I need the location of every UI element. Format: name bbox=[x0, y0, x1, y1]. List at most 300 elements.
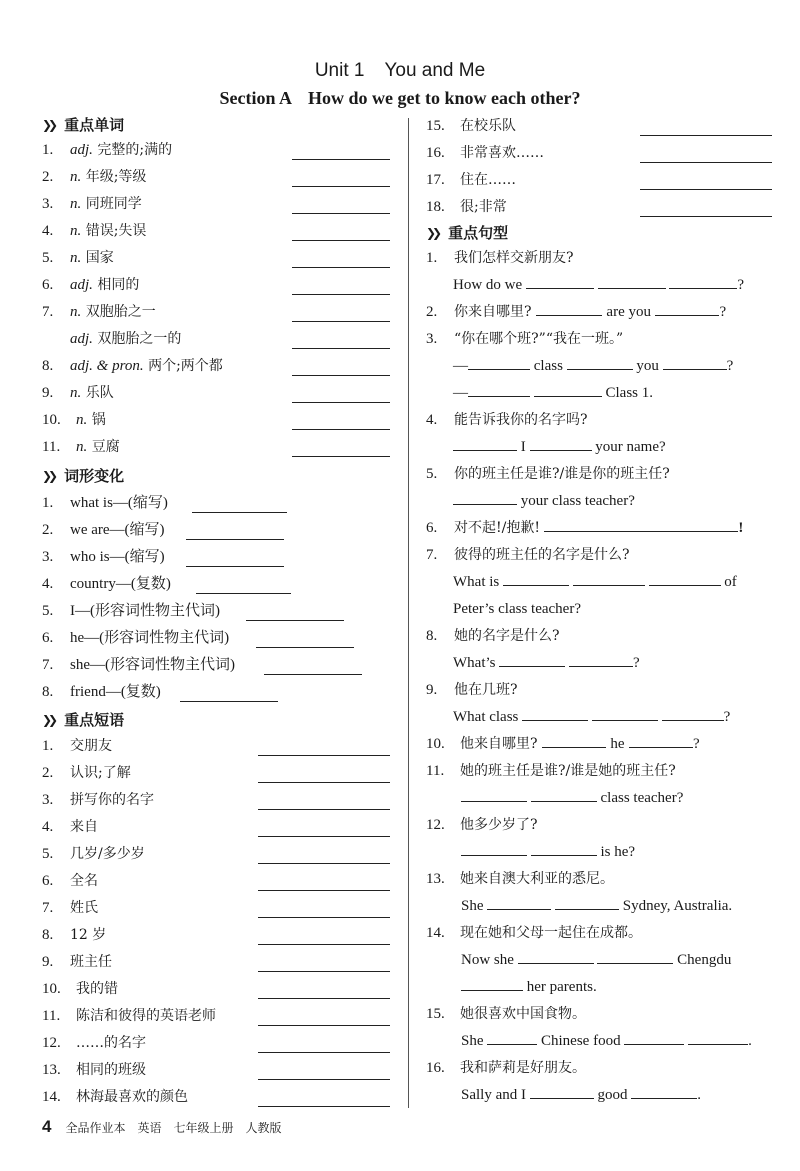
item-number: 1. bbox=[426, 250, 438, 266]
sentence-prompt: “你在哪个班?”“我在一班。” bbox=[454, 331, 624, 347]
answer-blank[interactable] bbox=[688, 1030, 748, 1045]
item-number: 3. bbox=[42, 792, 54, 808]
vocab-item bbox=[70, 328, 181, 350]
answer-blank[interactable] bbox=[592, 706, 658, 721]
sentence-answer-line: — class you ? bbox=[453, 355, 733, 377]
answer-blank[interactable] bbox=[192, 496, 287, 513]
answer-blank[interactable] bbox=[461, 976, 523, 991]
item-text: friend—(复数) bbox=[70, 684, 161, 700]
sentence-prompt: 她的班主任是谁?/谁是她的班主任? bbox=[460, 763, 676, 779]
item-number: 11. bbox=[42, 439, 61, 455]
sentence-text: Peter’s class teacher? bbox=[453, 601, 581, 617]
sentence-text: . bbox=[748, 1033, 752, 1049]
page-footer bbox=[42, 1116, 294, 1138]
answer-blank[interactable] bbox=[180, 685, 278, 702]
vocab-header bbox=[42, 114, 124, 136]
item-number: 4. bbox=[42, 576, 54, 592]
answer-blank[interactable] bbox=[468, 355, 530, 370]
answer-blank[interactable] bbox=[640, 173, 772, 190]
phrase-item bbox=[42, 789, 154, 811]
sentence-text: What’s bbox=[453, 655, 496, 671]
answer-blank[interactable] bbox=[186, 523, 284, 540]
part-of-speech: n. bbox=[70, 385, 82, 401]
sentence-answer-line bbox=[453, 274, 744, 296]
sentence-answer-line bbox=[453, 598, 581, 620]
sentence-answer-line bbox=[461, 949, 731, 971]
sentence-answer-line bbox=[453, 490, 635, 512]
form-item bbox=[42, 492, 168, 514]
item-text: 很;非常 bbox=[460, 199, 507, 215]
answer-blank[interactable] bbox=[542, 733, 606, 748]
sentence-answer-line bbox=[461, 1084, 701, 1106]
section-question: How do we get to know each other? bbox=[308, 88, 581, 108]
sentence-text: How do we bbox=[453, 277, 523, 293]
answer-blank[interactable] bbox=[292, 386, 390, 403]
sentence-answer-line bbox=[461, 976, 597, 998]
item-text: 双胞胎之一 bbox=[85, 304, 156, 320]
sentence-answer-line bbox=[461, 895, 732, 917]
answer-blank[interactable] bbox=[246, 604, 344, 621]
sentence-item bbox=[426, 517, 743, 539]
item-number: 16. bbox=[426, 145, 445, 161]
forms-header-label: 词形变化 bbox=[64, 467, 125, 485]
item-text: ……的名字 bbox=[76, 1035, 146, 1051]
part-of-speech: adj. bbox=[70, 142, 93, 158]
sentence-answer-line bbox=[453, 436, 666, 458]
sentence-prompt: 他多少岁了? bbox=[460, 817, 538, 833]
sentence-item bbox=[426, 868, 614, 890]
sentence-answer-line: — Class 1. bbox=[453, 382, 653, 404]
vocab-item bbox=[42, 220, 146, 242]
answer-blank[interactable] bbox=[629, 733, 693, 748]
sentence-text: he bbox=[610, 736, 625, 752]
phrases-header bbox=[42, 709, 124, 731]
sentence-item bbox=[426, 544, 630, 566]
item-number: 4. bbox=[426, 412, 438, 428]
item-text: 双胞胎之一的 bbox=[97, 331, 182, 347]
item-text: 错误;失误 bbox=[85, 223, 147, 239]
sentence-prompt: 她很喜欢中国食物。 bbox=[460, 1006, 586, 1022]
answer-blank[interactable] bbox=[256, 631, 354, 648]
sentence-text: She bbox=[461, 898, 484, 914]
item-number: 3. bbox=[42, 549, 54, 565]
column-divider bbox=[408, 118, 409, 1108]
sentence-prompt: 你的班主任是谁?/谁是你的班主任? bbox=[454, 466, 670, 482]
item-number: 2. bbox=[426, 304, 438, 320]
answer-blank[interactable] bbox=[186, 550, 284, 567]
phrase-item bbox=[426, 142, 544, 164]
sentence-text: are you bbox=[606, 304, 651, 320]
answer-blank[interactable] bbox=[468, 382, 530, 397]
sentence-text: you bbox=[636, 358, 659, 374]
item-number: 9. bbox=[42, 954, 54, 970]
item-number: 13. bbox=[426, 871, 445, 887]
sentence-text: ? bbox=[693, 736, 700, 752]
item-text: 在校乐队 bbox=[460, 118, 516, 134]
sentence-answer-line bbox=[453, 571, 737, 593]
sentence-item bbox=[426, 733, 700, 755]
item-number: 11. bbox=[42, 1008, 61, 1024]
answer-blank[interactable] bbox=[453, 490, 517, 505]
sentence-item bbox=[426, 301, 726, 323]
sentence-text: Chengdu bbox=[677, 952, 732, 968]
answer-blank[interactable] bbox=[518, 949, 594, 964]
answer-blank[interactable] bbox=[526, 274, 594, 289]
sentence-prompt: 我们怎样交新朋友? bbox=[454, 250, 574, 266]
answer-blank[interactable] bbox=[487, 895, 551, 910]
part-of-speech: n. bbox=[70, 250, 82, 266]
phrase-item bbox=[42, 1032, 146, 1054]
answer-blank[interactable] bbox=[258, 901, 390, 918]
unit-topic: You and Me bbox=[384, 60, 486, 81]
part-of-speech: adj. bbox=[70, 277, 93, 293]
sentence-prompt: 他来自哪里? bbox=[460, 736, 538, 752]
answer-blank[interactable] bbox=[536, 301, 602, 316]
item-number: 11. bbox=[426, 763, 445, 779]
item-number: 2. bbox=[42, 169, 54, 185]
item-number: 12. bbox=[42, 1035, 61, 1051]
part-of-speech: n. bbox=[70, 223, 82, 239]
answer-blank[interactable] bbox=[598, 274, 666, 289]
section-label: Section A bbox=[219, 88, 293, 108]
item-number: 16. bbox=[426, 1060, 445, 1076]
answer-blank[interactable] bbox=[258, 928, 390, 945]
item-number: 3. bbox=[42, 196, 54, 212]
answer-blank[interactable] bbox=[453, 436, 517, 451]
answer-blank[interactable] bbox=[461, 787, 527, 802]
item-number: 10. bbox=[42, 412, 61, 428]
form-item bbox=[42, 654, 235, 676]
answer-blank[interactable] bbox=[461, 841, 527, 856]
vocab-item bbox=[42, 436, 120, 458]
vocab-item bbox=[42, 409, 106, 431]
answer-blank[interactable] bbox=[292, 305, 390, 322]
sentence-prompt: 对不起!/抱歉! bbox=[454, 520, 540, 536]
item-number: 18. bbox=[426, 199, 445, 215]
phrase-item bbox=[426, 115, 516, 137]
answer-blank[interactable] bbox=[258, 1009, 390, 1026]
item-text: 相同的 bbox=[97, 277, 140, 293]
answer-blank[interactable] bbox=[544, 517, 738, 532]
subject-label: 英语 bbox=[137, 1121, 162, 1135]
item-text: 年级;等级 bbox=[85, 169, 147, 185]
item-text: 我的错 bbox=[76, 981, 118, 997]
item-number: 14. bbox=[426, 925, 445, 941]
answer-blank[interactable] bbox=[530, 436, 592, 451]
sentence-text: of bbox=[724, 574, 737, 590]
sentence-prompt: 能告诉我你的名字吗? bbox=[454, 412, 588, 428]
grade-label: 七年级上册 bbox=[173, 1121, 234, 1135]
item-text: 国家 bbox=[85, 250, 114, 266]
answer-blank[interactable] bbox=[292, 359, 390, 376]
phrase-item bbox=[426, 169, 516, 191]
item-number: 17. bbox=[426, 172, 445, 188]
double-chevron-icon: ❯❯ bbox=[42, 118, 55, 132]
item-text: 拼写你的名字 bbox=[70, 792, 154, 808]
item-number: 8. bbox=[42, 684, 54, 700]
form-item bbox=[42, 573, 171, 595]
sentence-text: ! bbox=[738, 520, 744, 536]
item-number: 1. bbox=[42, 142, 54, 158]
item-number: 13. bbox=[42, 1062, 61, 1078]
item-text: 同班同学 bbox=[85, 196, 142, 212]
phrase-item bbox=[42, 816, 98, 838]
phrase-item bbox=[42, 735, 112, 757]
item-text: 来自 bbox=[70, 819, 98, 835]
sentence-item bbox=[426, 760, 676, 782]
sentence-text: your name? bbox=[595, 439, 666, 455]
answer-blank[interactable] bbox=[292, 413, 390, 430]
item-text: he—(形容词性物主代词) bbox=[70, 630, 230, 646]
part-of-speech: adj. bbox=[70, 331, 93, 347]
answer-blank[interactable] bbox=[292, 197, 390, 214]
vocab-item bbox=[42, 355, 223, 377]
item-text: what is—(缩写) bbox=[70, 495, 168, 511]
part-of-speech: n. bbox=[76, 439, 88, 455]
answer-blank[interactable] bbox=[522, 706, 588, 721]
edition-label: 人教版 bbox=[245, 1121, 282, 1135]
answer-blank[interactable] bbox=[487, 1030, 537, 1045]
answer-blank[interactable] bbox=[292, 170, 390, 187]
sentence-text: What is bbox=[453, 574, 500, 590]
answer-blank[interactable] bbox=[649, 571, 721, 586]
item-number: 2. bbox=[42, 765, 54, 781]
item-number: 6. bbox=[42, 873, 54, 889]
sentence-text: . bbox=[697, 1087, 701, 1103]
part-of-speech: n. bbox=[70, 196, 82, 212]
sentence-answer-line bbox=[461, 1030, 752, 1052]
item-number: 1. bbox=[42, 495, 54, 511]
item-number: 7. bbox=[42, 900, 54, 916]
item-number: 6. bbox=[42, 630, 54, 646]
answer-blank[interactable] bbox=[258, 793, 390, 810]
sentence-text: ? bbox=[737, 277, 745, 293]
sentence-item bbox=[426, 463, 670, 485]
form-item bbox=[42, 627, 229, 649]
answer-blank[interactable] bbox=[640, 146, 772, 163]
sentence-item bbox=[426, 409, 588, 431]
sentence-item bbox=[426, 679, 518, 701]
sentence-prompt: 彼得的班主任的名字是什么? bbox=[454, 547, 630, 563]
answer-blank[interactable] bbox=[258, 982, 390, 999]
sentence-text: ? bbox=[723, 709, 731, 725]
answer-blank[interactable] bbox=[499, 652, 565, 667]
answer-blank[interactable] bbox=[292, 332, 390, 349]
answer-blank[interactable] bbox=[573, 571, 645, 586]
item-number: 6. bbox=[426, 520, 438, 536]
form-item bbox=[42, 519, 165, 541]
answer-blank[interactable] bbox=[292, 143, 390, 160]
sentence-text: Sally and I bbox=[461, 1087, 526, 1103]
unit-title bbox=[0, 60, 800, 82]
unit-number: Unit 1 bbox=[314, 60, 365, 81]
item-text: 相同的班级 bbox=[76, 1062, 146, 1078]
phrase-item bbox=[42, 870, 98, 892]
phrase-item bbox=[42, 897, 98, 919]
item-number: 5. bbox=[42, 846, 54, 862]
sentence-text: is he? bbox=[600, 844, 636, 860]
item-text: 住在…… bbox=[460, 172, 516, 188]
item-text: country—(复数) bbox=[70, 576, 171, 592]
item-number: 3. bbox=[426, 331, 438, 347]
item-text: 班主任 bbox=[70, 954, 112, 970]
sentence-text: I bbox=[520, 439, 526, 455]
sentence-text: She bbox=[461, 1033, 484, 1049]
answer-blank[interactable] bbox=[597, 949, 673, 964]
sentence-text: ? bbox=[726, 358, 734, 374]
answer-blank[interactable] bbox=[662, 706, 724, 721]
item-text: 完整的;满的 bbox=[97, 142, 173, 158]
answer-blank[interactable] bbox=[624, 1030, 684, 1045]
item-number: 15. bbox=[426, 1006, 445, 1022]
item-text: 全名 bbox=[70, 873, 98, 889]
item-text: 锅 bbox=[91, 412, 106, 428]
item-text: she—(形容词性物主代词) bbox=[70, 657, 235, 673]
answer-blank[interactable] bbox=[640, 119, 772, 136]
sentence-text: class teacher? bbox=[600, 790, 684, 806]
sentence-item bbox=[426, 1003, 586, 1025]
sentence-text: ? bbox=[719, 304, 727, 320]
answer-blank[interactable] bbox=[569, 652, 633, 667]
answer-blank[interactable] bbox=[258, 955, 390, 972]
item-text: 交朋友 bbox=[70, 738, 112, 754]
vocab-item bbox=[42, 247, 114, 269]
item-number: 4. bbox=[42, 819, 54, 835]
answer-blank[interactable] bbox=[258, 739, 390, 756]
sentence-answer-line bbox=[461, 787, 683, 809]
item-number: 10. bbox=[426, 736, 445, 752]
answer-blank[interactable] bbox=[640, 200, 772, 217]
item-number: 15. bbox=[426, 118, 445, 134]
answer-blank[interactable] bbox=[258, 1090, 390, 1107]
vocab-item bbox=[42, 193, 142, 215]
item-text: who is—(缩写) bbox=[70, 549, 165, 565]
double-chevron-icon: ❯❯ bbox=[426, 226, 439, 240]
item-number: 8. bbox=[426, 628, 438, 644]
form-item bbox=[42, 600, 220, 622]
sentence-item bbox=[426, 814, 538, 836]
sentence-item bbox=[426, 328, 623, 350]
answer-blank[interactable] bbox=[196, 577, 291, 594]
answer-blank[interactable] bbox=[663, 355, 727, 370]
sentence-prompt: 她来自澳大利亚的悉尼。 bbox=[460, 871, 614, 887]
answer-blank[interactable] bbox=[258, 1063, 390, 1080]
item-text: we are—(缩写) bbox=[70, 522, 165, 538]
item-number: 7. bbox=[426, 547, 438, 563]
sentence-text: good bbox=[597, 1087, 628, 1103]
book-title: 全品作业本 bbox=[65, 1121, 126, 1135]
item-text: 认识;了解 bbox=[70, 765, 131, 781]
sentence-prompt: 她的名字是什么? bbox=[454, 628, 560, 644]
answer-blank[interactable] bbox=[669, 274, 737, 289]
sentence-text: your class teacher? bbox=[520, 493, 635, 509]
sentence-item bbox=[426, 922, 642, 944]
phrases-header-label: 重点短语 bbox=[64, 711, 125, 729]
answer-blank[interactable] bbox=[631, 1084, 697, 1099]
answer-blank[interactable] bbox=[503, 571, 569, 586]
sentences-header-label: 重点句型 bbox=[448, 224, 509, 242]
item-text: 两个;两个都 bbox=[148, 358, 223, 374]
sentence-prompt: 我和萨莉是好朋友。 bbox=[460, 1060, 586, 1076]
vocab-header-label: 重点单词 bbox=[64, 116, 125, 134]
item-text: 几岁/多少岁 bbox=[70, 846, 145, 862]
item-number: 5. bbox=[42, 250, 54, 266]
answer-blank[interactable] bbox=[292, 440, 390, 457]
item-number: 10. bbox=[42, 981, 61, 997]
sentence-text: Chinese food bbox=[541, 1033, 621, 1049]
phrase-item bbox=[42, 1059, 146, 1081]
answer-blank[interactable] bbox=[530, 1084, 594, 1099]
answer-blank[interactable] bbox=[264, 658, 362, 675]
answer-blank[interactable] bbox=[258, 847, 390, 864]
item-number: 2. bbox=[42, 522, 54, 538]
item-text: 非常喜欢…… bbox=[460, 145, 544, 161]
item-text: 豆腐 bbox=[91, 439, 120, 455]
phrase-item bbox=[42, 1086, 188, 1108]
answer-blank[interactable] bbox=[292, 251, 390, 268]
vocab-item bbox=[42, 382, 114, 404]
item-text: 林海最喜欢的颜色 bbox=[76, 1089, 188, 1105]
answer-blank[interactable] bbox=[258, 820, 390, 837]
item-text: 陈洁和彼得的英语老师 bbox=[76, 1008, 216, 1024]
item-number: 5. bbox=[42, 603, 54, 619]
sentence-text: What class bbox=[453, 709, 519, 725]
double-chevron-icon: ❯❯ bbox=[42, 469, 55, 483]
sentence-text: ? bbox=[633, 655, 640, 671]
sentence-answer-line bbox=[453, 706, 730, 728]
phrase-item bbox=[426, 196, 507, 218]
answer-blank[interactable] bbox=[534, 382, 602, 397]
answer-blank[interactable] bbox=[292, 278, 390, 295]
answer-blank[interactable] bbox=[258, 766, 390, 783]
sentence-answer-line bbox=[453, 652, 640, 674]
form-item bbox=[42, 681, 161, 703]
phrase-item bbox=[42, 951, 112, 973]
part-of-speech: n. bbox=[76, 412, 88, 428]
answer-blank[interactable] bbox=[258, 874, 390, 891]
item-number: 12. bbox=[426, 817, 445, 833]
part-of-speech: n. bbox=[70, 304, 82, 320]
phrase-item bbox=[42, 924, 106, 946]
item-number: 5. bbox=[426, 466, 438, 482]
sentences-header bbox=[426, 222, 508, 244]
sentence-text: Now she bbox=[461, 952, 514, 968]
vocab-item bbox=[42, 139, 172, 161]
sentence-item bbox=[426, 625, 560, 647]
vocab-item bbox=[42, 166, 146, 188]
phrase-item bbox=[42, 1005, 216, 1027]
page-number: 4 bbox=[42, 1117, 52, 1136]
item-text: 乐队 bbox=[85, 385, 114, 401]
answer-blank[interactable] bbox=[531, 841, 597, 856]
answer-blank[interactable] bbox=[655, 301, 719, 316]
answer-blank[interactable] bbox=[258, 1036, 390, 1053]
phrase-item bbox=[42, 762, 131, 784]
section-title bbox=[0, 88, 800, 109]
answer-blank[interactable] bbox=[555, 895, 619, 910]
item-number: 14. bbox=[42, 1089, 61, 1105]
part-of-speech: adj. & pron. bbox=[70, 358, 144, 374]
phrase-item bbox=[42, 978, 118, 1000]
sentence-item bbox=[426, 247, 574, 269]
answer-blank[interactable] bbox=[292, 224, 390, 241]
answer-blank[interactable] bbox=[567, 355, 633, 370]
sentence-answer-line bbox=[461, 841, 635, 863]
answer-blank[interactable] bbox=[531, 787, 597, 802]
item-number: 1. bbox=[42, 738, 54, 754]
phrase-item bbox=[42, 843, 145, 865]
form-item bbox=[42, 546, 165, 568]
